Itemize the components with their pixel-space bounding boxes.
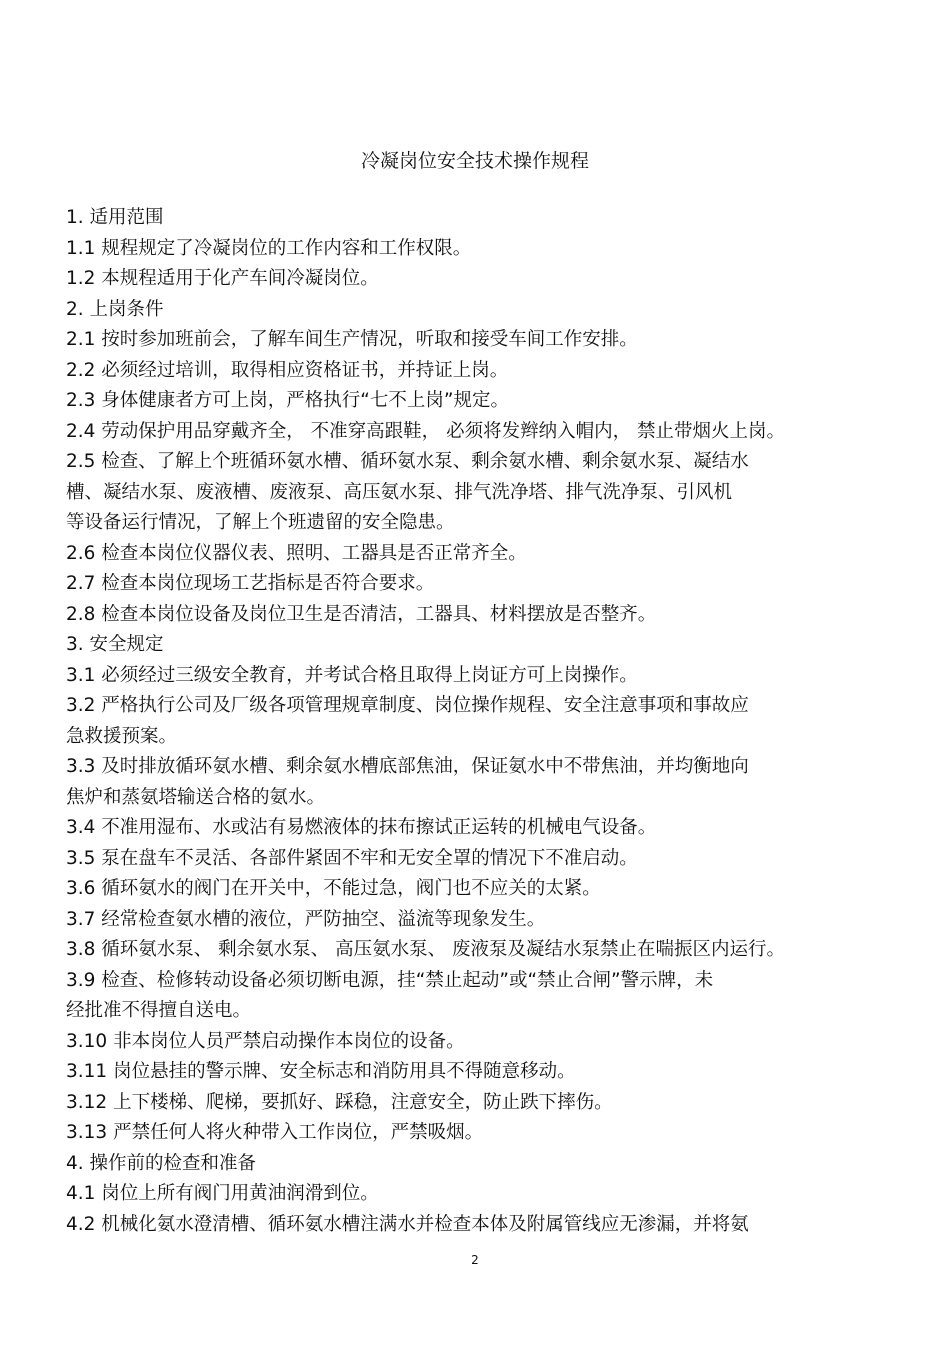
text-line: 3.6 循环氨水的阀门在开关中，不能过急，阀门也不应关的太紧。 <box>66 878 601 899</box>
text-line: 3.2 严格执行公司及厂级各项管理规章制度、岗位操作规程、安全注意事项和事故应 <box>66 695 749 716</box>
text-line: 2.4 劳动保护用品穿戴齐全， 不准穿高跟鞋， 必须将发辫纳入帽内， 禁止带烟火上岗。 <box>66 420 785 442</box>
text-line: 3.3 及时排放循环氨水槽、剩余氨水槽底部焦油，保证氨水中不带焦油，并均衡地向 <box>66 756 749 777</box>
text-line: 3.12 上下楼梯、爬梯，要抓好、踩稳，注意安全，防止跌下摔伤。 <box>66 1091 613 1113</box>
text-line: 4. 操作前的检查和准备 <box>66 1152 257 1174</box>
text-line: 2.2 必须经过培训，取得相应资格证书，并持证上岗。 <box>66 359 509 381</box>
text-line: 2.6 检查本岗位仪器仪表、照明、工器具是否正常齐全。 <box>66 542 527 564</box>
page-number: 2 <box>471 1253 479 1267</box>
text-line: 3.10 非本岗位人员严禁启动操作本岗位的设备。 <box>66 1030 465 1052</box>
text-line: 2.1 按时参加班前会，了解车间生产情况，听取和接受车间工作安排。 <box>66 329 638 350</box>
text-line: 2.5 检查、了解上个班循环氨水槽、循环氨水泵、剩余氨水槽、剩余氨水泵、凝结水 <box>66 451 749 472</box>
document-title: 冷凝岗位安全技术操作规程 <box>360 150 589 172</box>
text-line: 3.1 必须经过三级安全教育，并考试合格且取得上岗证方可上岗操作。 <box>66 664 638 686</box>
document-body <box>66 203 896 1240</box>
text-line: 3.9 检查、检修转动设备必须切断电源，挂“禁止起动”或“禁止合闸”警示牌，未 <box>66 969 714 991</box>
text-line: 2.8 检查本岗位设备及岗位卫生是否清洁，工器具、材料摆放是否整齐。 <box>66 603 657 625</box>
text-line: 3. 安全规定 <box>66 634 164 655</box>
text-line: 经批准不得擅自送电。 <box>66 1000 252 1021</box>
text-line: 2.3 身体健康者方可上岗，严格执行“七不上岗”规定。 <box>66 390 509 411</box>
text-line: 4.1 岗位上所有阀门用黄油润滑到位。 <box>66 1183 379 1204</box>
text-line: 3.5 泵在盘车不灵活、各部件紧固不牢和无安全罩的情况下不准启动。 <box>66 847 638 869</box>
text-line: 3.8 循环氨水泵、 剩余氨水泵、 高压氨水泵、 废液泵及凝结水泵禁止在喘振区内运行。 <box>66 939 785 960</box>
text-line: 2. 上岗条件 <box>66 298 164 320</box>
text-line: 1. 适用范围 <box>66 207 164 228</box>
text-line: 1.1 规程规定了冷凝岗位的工作内容和工作权限。 <box>66 237 472 259</box>
text-line: 等设备运行情况，了解上个班遗留的安全隐患。 <box>66 512 455 533</box>
text-line: 3.11 岗位悬挂的警示牌、安全标志和消防用具不得随意移动。 <box>66 1061 576 1082</box>
text-line: 3.13 严禁任何人将火种带入工作岗位，严禁吸烟。 <box>66 1122 484 1143</box>
text-line: 3.4 不准用湿布、水或沾有易燃液体的抹布擦试正运转的机械电气设备。 <box>66 817 657 838</box>
text-line: 槽、凝结水泵、废液槽、废液泵、高压氨水泵、排气洗净塔、排气洗净泵、引风机 <box>66 481 733 503</box>
text-line: 4.2 机械化氨水澄清槽、循环氨水槽注满水并检查本体及附属管线应无渗漏，并将氨 <box>66 1213 749 1235</box>
text-line: 焦炉和蒸氨塔输送合格的氨水。 <box>66 786 326 808</box>
text-line: 3.7 经常检查氨水槽的液位，严防抽空、溢流等现象发生。 <box>66 908 546 930</box>
text-line: 急救援预案。 <box>66 725 178 747</box>
text-line: 2.7 检查本岗位现场工艺指标是否符合要求。 <box>66 573 435 594</box>
text-line: 1.2 本规程适用于化产车间冷凝岗位。 <box>66 268 379 289</box>
